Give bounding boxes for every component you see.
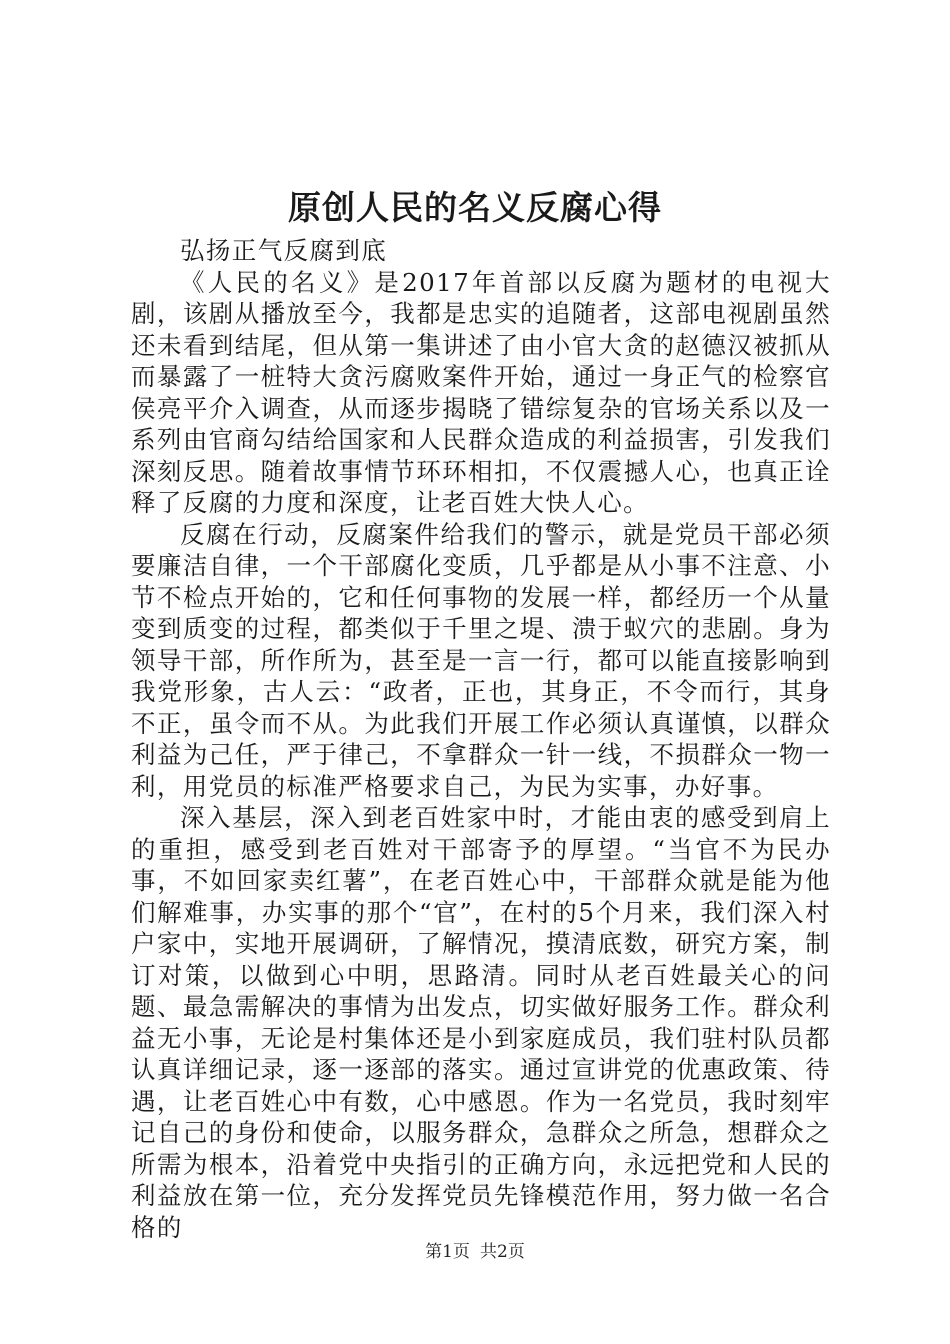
- page-number: 第1页: [425, 1242, 470, 1262]
- paragraph: 深入基层，深入到老百姓家中时，才能由衷的感受到肩上的重担，感受到老百姓对干部寄予的厚望。“当官不为民办事，不如回家卖红薯”，在老百姓心中，干部群众就是能为他们解难事，办实事的那个“官”，在村的5个月来，我们深入村户家中，实地开展调研，了解情况，摸清底数，研究方案，制订对策，以做到心中明，思路清。同时从老百姓最关心的问题、最急需解决的事情为出发点，切实做好服务工作。群众利益无小事，无论是村集体还是小到家庭成员，我们驻村队员都认真详细记录，逐一逐部的落实。通过宣讲党的优惠政策、待遇，让老百姓心中有数，心中感恩。作为一名党员，我时刻牢记自己的身份和使命，以服务群众，急群众之所急，想群众之所需为根本，沿着党中央指引的正确方向，永远把党和人民的利益放在第一位，充分发挥党员先锋模范作用，努力做一名合格的: [131, 803, 831, 1242]
- document-body: [131, 235, 831, 1243]
- page-footer: [0, 1240, 950, 1264]
- paragraph: 《人民的名义》是2017年首部以反腐为题材的电视大剧，该剧从播放至今，我都是忠实的追随者，这部电视剧虽然还未看到结尾，但从第一集讲述了由小官大贪的赵德汉被抓从而暴露了一桩特大贪污腐败案件开始，通过一身正气的检察官侯亮平介入调查，从而逐步揭晓了错综复杂的官场关系以及一系列由官商勾结给国家和人民群众造成的利益损害，引发我们深刻反思。随着故事情节环环相扣，不仅震撼人心，也真正诠释了反腐的力度和深度，让老百姓大快人心。: [131, 267, 831, 517]
- paragraph: 反腐在行动，反腐案件给我们的警示，就是党员干部必须要廉洁自律，一个干部腐化变质，几乎都是从小事不注意、小节不检点开始的，它和任何事物的发展一样，都经历一个从量变到质变的过程，都类似于千里之堤、溃于蚁穴的悲剧。身为领导干部，所作所为，甚至是一言一行，都可以能直接影响到我党形象，古人云：“政者，正也，其身正，不令而行，其身不正，虽令而不从。为此我们开展工作必须认真谨慎，以群众利益为己任，严于律己，不拿群众一针一线，不损群众一物一利，用党员的标准严格要求自己，为民为实事，办好事。: [131, 519, 831, 801]
- paragraph-subtitle: 弘扬正气反腐到底: [180, 236, 388, 265]
- page-count: 共2页: [480, 1242, 525, 1262]
- document-title: 原创人民的名义反腐心得: [288, 188, 662, 227]
